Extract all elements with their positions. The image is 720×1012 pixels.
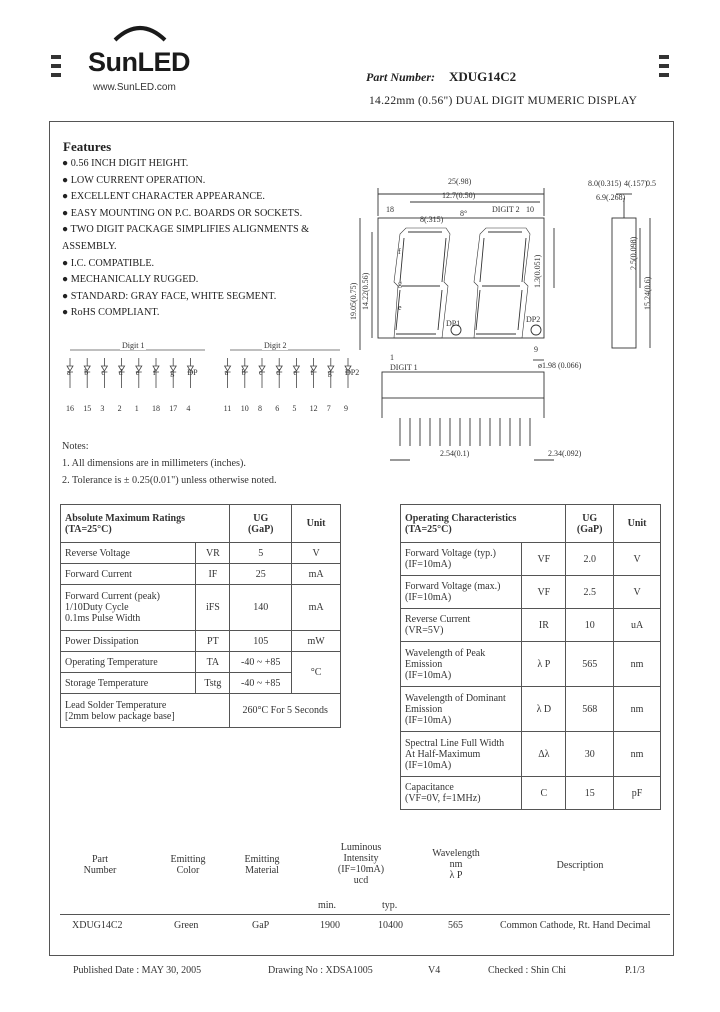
spec-value: 568 (566, 687, 614, 732)
spec-value: 565 (566, 642, 614, 687)
dimension-label: 8(.315) (420, 215, 444, 224)
feature-item: ● LOW CURRENT OPERATION. (62, 174, 206, 186)
op-char-col-unit: Unit (614, 505, 661, 543)
pin-segment-label: f (310, 368, 314, 377)
spec-value: 2.0 (566, 543, 614, 576)
dimension-label: 19.05(0.75) (349, 282, 358, 320)
pin-number-label: 11 (223, 404, 232, 413)
notes-title: Notes: (62, 441, 89, 452)
corner-mark-right (659, 55, 669, 59)
abs-max-title: Absolute Maximum Ratings (TA=25°C) (61, 505, 230, 543)
spec-row (401, 732, 661, 777)
dimension-label: 14.22(0.56) (361, 272, 370, 310)
feature-item: ● TWO DIGIT PACKAGE SIMPLIFIES ALIGNMENTS & ASSEMBLY. (62, 224, 310, 252)
dimension-label: 4(.157) (624, 179, 648, 188)
corner-mark-right (659, 64, 669, 68)
spec-symbol: IF (196, 564, 230, 585)
spec-symbol: PT (196, 631, 230, 652)
digit2-label: Digit 2 (264, 341, 287, 350)
sel-divider (60, 914, 670, 915)
sel-sub-min: min. (318, 900, 337, 911)
spec-row (61, 631, 341, 652)
spec-param: Forward Current (peak) 1/10Duty Cycle 0.1ms Pulse Width (61, 585, 196, 631)
spec-value: -40 ~ +85 (230, 652, 292, 673)
op-char-table (400, 504, 661, 810)
feature-item: ● MECHANICALLY RUGGED. (62, 274, 199, 286)
dimension-label: 10 (526, 205, 534, 214)
digit1-segments (394, 228, 450, 338)
pin-number-label: 5 (292, 404, 297, 413)
feature-item: ● 0.56 INCH DIGIT HEIGHT. (62, 158, 189, 169)
pin-number-label: 12 (309, 404, 318, 413)
footer-published: Published Date : MAY 30, 2005 (73, 965, 202, 976)
sel-head-intensity: Luminous Intensity (IF=10mA) ucd (337, 842, 385, 886)
spec-symbol: C (522, 777, 566, 810)
spec-symbol: VR (196, 543, 230, 564)
spec-unit: pF (614, 777, 661, 810)
spec-param: Spectral Line Full Width At Half-Maximum (IF=10mA) (401, 732, 522, 777)
pin-segment-label: a (224, 368, 229, 377)
spec-symbol: IR (522, 609, 566, 642)
abs-max-col-unit: Unit (292, 505, 341, 543)
spec-row (61, 585, 341, 631)
pin-segment-label: c (259, 368, 263, 377)
dimension-label: 15.24(0.6) (643, 276, 652, 310)
spec-row (401, 609, 661, 642)
spec-param: Storage Temperature (61, 673, 196, 694)
dimension-label: 2.54(0.1) (440, 449, 470, 458)
sel-color: Green (174, 920, 199, 931)
footer-version: V4 (428, 965, 441, 976)
dimension-label: 2.34(.092) (548, 449, 582, 458)
note-item: 2. Tolerance is ± 0.25(0.01") unless otherwise noted. (62, 475, 277, 486)
spec-value: 140 (230, 585, 292, 631)
pin-segment-label: d (118, 368, 123, 377)
dimension-label: ø1.98 (0.066) (538, 361, 582, 370)
feature-item: ● STANDARD: GRAY FACE, WHITE SEGMENT. (62, 290, 277, 302)
pin-segment-label: c (101, 368, 105, 377)
spec-value: 105 (230, 631, 292, 652)
corner-mark-left (51, 55, 61, 59)
footer-drawing: Drawing No : XDSA1005 (268, 965, 373, 976)
spec-unit: mA (292, 564, 341, 585)
sel-wavelength: 565 (448, 920, 463, 931)
spec-unit: mW (292, 631, 341, 652)
pin-segment-label: b (84, 368, 89, 377)
spec-value: -40 ~ +85 (230, 673, 292, 694)
sel-part: XDUG14C2 (72, 920, 123, 931)
note-item: 1. All dimensions are in millimeters (inches). (62, 458, 246, 469)
spec-value: 5 (230, 543, 292, 564)
op-char-col-ug: UG (GaP) (566, 505, 614, 543)
sel-description: Common Cathode, Rt. Hand Decimal (500, 920, 651, 931)
spec-param: Capacitance (VF=0V, f=1MHz) (401, 777, 522, 810)
abs-max-col-ug: UG (GaP) (230, 505, 292, 543)
spec-row (61, 652, 341, 673)
spec-unit: nm (614, 732, 661, 777)
spec-param: Reverse Current (VR=5V) (401, 609, 522, 642)
pin-segment-label: DP2 (345, 368, 360, 377)
dimension-label: 8.0(0.315) (588, 179, 622, 188)
spec-row (61, 564, 341, 585)
corner-mark-right (659, 73, 669, 77)
spec-symbol: TA (196, 652, 230, 673)
dimension-label: DP1 (446, 319, 461, 328)
sun-logo-icon (110, 22, 170, 42)
spec-unit: mA (292, 585, 341, 631)
sel-min: 1900 (320, 920, 340, 931)
pin-number-label: 4 (186, 404, 191, 413)
sel-head-part: Part Number (83, 854, 117, 876)
spec-param: Power Dissipation (61, 631, 196, 652)
pin-number-label: 18 (152, 404, 160, 413)
pin-number-label: 10 (240, 404, 249, 413)
sel-head-description: Description (556, 860, 604, 871)
spec-unit: uA (614, 609, 661, 642)
spec-symbol: Tstg (196, 673, 230, 694)
sel-head-color: Emitting Color (170, 854, 206, 876)
feature-item: ● RoHS COMPLIANT. (62, 307, 160, 319)
pin-segment-label: g (170, 368, 175, 377)
pin-number-label: 3 (100, 404, 105, 413)
solder-param: Lead Solder Temperature [2mm below package base] (61, 694, 230, 728)
pin-number-label: 15 (83, 404, 92, 413)
spec-param: Wavelength of Peak Emission (IF=10mA) (401, 642, 522, 687)
footer-page: P.1/3 (625, 965, 645, 976)
pin-segment-label: a (67, 368, 71, 377)
sel-sub-typ: typ. (382, 900, 398, 911)
spec-unit: V (614, 576, 661, 609)
solder-value: 260°C For 5 Seconds (230, 694, 341, 728)
dimension-label: 0.5 (646, 179, 656, 188)
pin-number-label: 6 (275, 404, 280, 413)
pin-number-label: 1 (134, 404, 139, 413)
digit2-segments (474, 228, 530, 338)
features-title: Features (63, 139, 112, 154)
abs-max-table (60, 504, 341, 728)
spec-row (401, 642, 661, 687)
part-number: XDUG14C2 (449, 69, 517, 84)
pin-number-label: 17 (169, 404, 178, 413)
dimension-label: e (398, 303, 402, 312)
spec-param: Forward Voltage (max.) (IF=10mA) (401, 576, 522, 609)
spec-unit: °C (292, 652, 341, 694)
pin-segment-label: d (276, 368, 281, 377)
spec-value: 15 (566, 777, 614, 810)
page-subtitle: 14.22mm (0.56") DUAL DIGIT MUMERIC DISPLAY (369, 95, 638, 107)
digit1-label: Digit 1 (122, 341, 145, 350)
corner-mark-left (51, 73, 61, 77)
pin-number-label: 7 (326, 404, 331, 413)
brand-url[interactable]: www.SunLED.com (93, 82, 176, 93)
dimension-label: 8° (460, 209, 468, 218)
dimension-label: DIGIT 2 (492, 205, 520, 214)
spec-unit: V (614, 543, 661, 576)
dimension-label: 18 (386, 205, 394, 214)
pin-segment-label: e (135, 368, 140, 377)
pin-segment-label: b (241, 368, 246, 377)
dimension-label: 12.7(0.50) (442, 191, 476, 200)
spec-row (401, 543, 661, 576)
pin-segment-label: f (153, 368, 156, 377)
spec-param: Forward Voltage (typ.) (IF=10mA) (401, 543, 522, 576)
dimension-label: g (398, 279, 402, 288)
dimension-label: 9 (534, 345, 538, 354)
spec-param: Wavelength of Dominant Emission (IF=10mA) (401, 687, 522, 732)
pin-segment-label: g (327, 368, 332, 377)
part-number-label: Part Number: (366, 70, 435, 84)
pin-number-label: 16 (66, 404, 74, 413)
op-char-title: Operating Characteristics (TA=25°C) (401, 505, 566, 543)
pin-segment-label: e (293, 368, 297, 377)
feature-item: ● EXCELLENT CHARACTER APPEARANCE. (62, 191, 265, 203)
dimension-label: 1 (390, 353, 394, 362)
pin-segment-label: DP (187, 368, 198, 377)
corner-mark-left (51, 64, 61, 68)
pin-number-label: 8 (258, 404, 262, 413)
spec-value: 10 (566, 609, 614, 642)
spec-value: 30 (566, 732, 614, 777)
dimension-label: 6.9(.268) (596, 193, 626, 202)
dimension-label: 2.5(0.098) (629, 236, 638, 270)
spec-symbol: iFS (196, 585, 230, 631)
feature-item: ● EASY MOUNTING ON P.C. BOARDS OR SOCKETS. (62, 207, 303, 219)
spec-value: 2.5 (566, 576, 614, 609)
spec-symbol: Δλ (522, 732, 566, 777)
dimension-label: DP2 (526, 315, 541, 324)
features-list (62, 156, 324, 322)
spec-param: Operating Temperature (61, 652, 196, 673)
footer-checked: Checked : Shin Chi (488, 965, 567, 976)
spec-param: Forward Current (61, 564, 196, 585)
spec-unit: V (292, 543, 341, 564)
dimension-label: 1.3(0.051) (533, 254, 542, 288)
dimension-label: DIGIT 1 (390, 363, 418, 372)
spec-symbol: λ P (522, 642, 566, 687)
spec-row (61, 543, 341, 564)
feature-item: ● I.C. COMPATIBLE. (62, 257, 155, 269)
spec-row (401, 576, 661, 609)
sel-head-wavelength: Wavelength nm λ P (432, 848, 480, 881)
dimension-label: f (398, 247, 401, 256)
brand-logo: SunLED (88, 47, 190, 77)
dimension-label: 25(.98) (448, 177, 472, 186)
spec-symbol: VF (522, 543, 566, 576)
spec-row (401, 687, 661, 732)
spec-param: Reverse Voltage (61, 543, 196, 564)
spec-unit: nm (614, 687, 661, 732)
sel-typ: 10400 (378, 920, 403, 931)
selection-guide (60, 840, 670, 940)
spec-value: 25 (230, 564, 292, 585)
spec-row (401, 777, 661, 810)
sel-head-material: Emitting Material (244, 854, 280, 876)
pin-number-label: 2 (117, 404, 122, 413)
dimension-drawing (350, 170, 670, 470)
spec-symbol: λ D (522, 687, 566, 732)
pin-number-label: 9 (344, 404, 348, 413)
notes (62, 438, 277, 489)
sel-material: GaP (252, 920, 270, 931)
spec-unit: nm (614, 642, 661, 687)
spec-symbol: VF (522, 576, 566, 609)
